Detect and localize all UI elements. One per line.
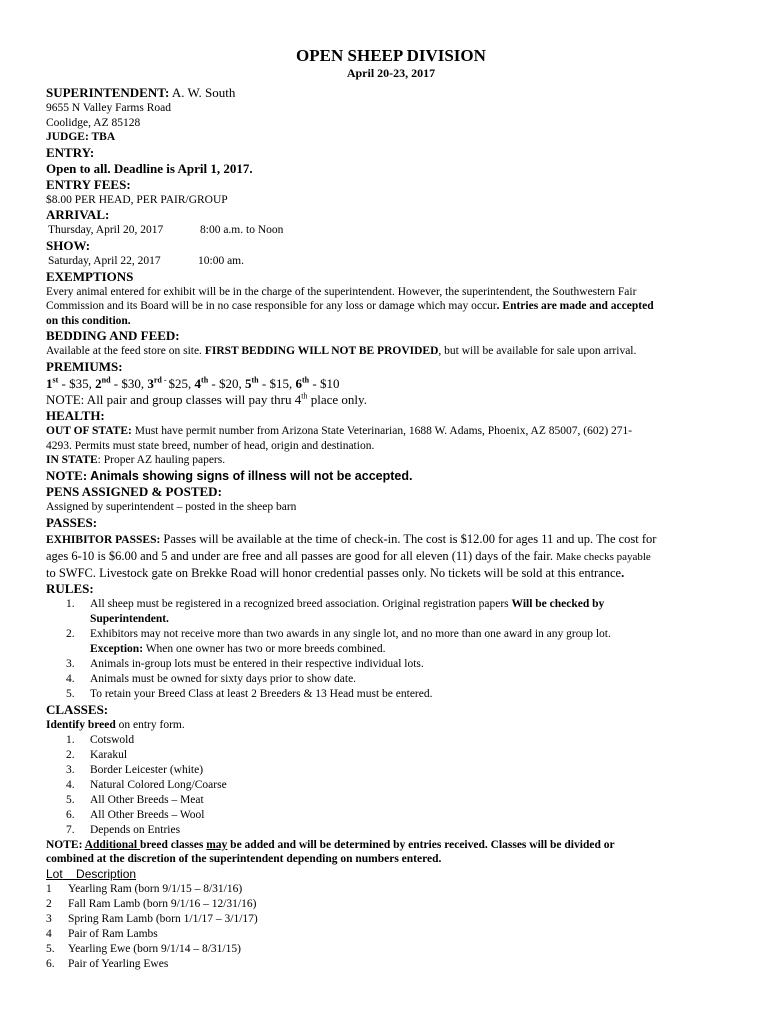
- premium-4-place: 4: [194, 375, 202, 391]
- class-text: Depends on Entries: [90, 823, 181, 836]
- rule-bold: Will be checked by: [511, 597, 605, 610]
- class-text: Natural Colored Long/Coarse: [90, 778, 227, 791]
- bedding-pre: Available at the feed store on site.: [46, 345, 205, 358]
- entry-heading: ENTRY:: [46, 144, 95, 160]
- health-note: [46, 468, 736, 485]
- health-out-text1: Must have permit number from Arizona State Veterinarian, 1688 W. Adams, Phoenix, AZ 85007, (602) 271-: [131, 424, 633, 437]
- arrival-time: 8:00 a.m. to Noon: [200, 224, 284, 237]
- class-number: 6.: [66, 808, 75, 821]
- lot-header-lot: Lot: [46, 866, 63, 881]
- rule-exception-label: Exception:: [90, 642, 144, 655]
- show-time: 10:00 am.: [198, 254, 244, 267]
- rule-text: To retain your Breed Class at least 2 Breeders & 13 Head must be entered.: [90, 687, 433, 700]
- lot-row: [46, 912, 736, 927]
- premiums-note: [46, 392, 736, 408]
- exemptions-heading: EXEMPTIONS: [46, 268, 134, 284]
- passes-line3-bold: .: [621, 565, 625, 580]
- lot-description: Yearling Ewe (born 9/1/14 – 8/31/15): [68, 942, 241, 955]
- premiums-note-post: place only.: [307, 391, 367, 407]
- lot-row: [46, 927, 736, 942]
- lot-description: Pair of Yearling Ewes: [68, 957, 169, 970]
- class-text: All Other Breeds – Meat: [90, 793, 204, 806]
- lot-row: [46, 942, 736, 957]
- exemptions-line2: [46, 299, 736, 314]
- premiums-heading: PREMIUMS:: [46, 358, 123, 374]
- bedding-post: , but will be available for sale upon arrival.: [438, 345, 637, 358]
- rule-number: 2.: [66, 627, 75, 640]
- rules-list: [46, 597, 736, 702]
- exemptions-line2-text: Commission and its Board will be in no case responsible for any loss or damage which may occur: [46, 300, 497, 313]
- passes-label: EXHIBITOR PASSES:: [46, 533, 161, 546]
- lot-number: 1: [46, 882, 52, 895]
- lot-row: [46, 957, 736, 972]
- premium-3-place: 3: [147, 375, 154, 391]
- classes-list: [46, 733, 736, 838]
- show-heading: SHOW:: [46, 237, 91, 253]
- superintendent-line: [46, 85, 736, 101]
- health-in-label: IN STATE: [46, 454, 98, 467]
- premium-3-sup: rd -: [153, 375, 169, 385]
- rule-item: [46, 672, 736, 687]
- health-heading: HEALTH:: [46, 407, 105, 423]
- rule-number: 5.: [66, 687, 75, 700]
- classes-note-rest: be added and will be determined by entries received. Classes will be divided or: [227, 838, 615, 851]
- lot-description: Spring Ram Lamb (born 1/1/17 – 3/1/17): [68, 912, 258, 925]
- health-note-text: Animals showing signs of illness will not be accepted.: [87, 468, 413, 483]
- classes-note-line1: [46, 838, 736, 853]
- passes-line2: [46, 548, 736, 565]
- premium-5-sup: th: [251, 375, 259, 385]
- passes-line3-text: to SWFC. Livestock gate on Brekke Road will honor credential passes only. No tickets will be sold at this entrance: [46, 565, 622, 580]
- class-text: Karakul: [90, 748, 128, 761]
- classes-identify: [46, 718, 736, 733]
- pens-text: Assigned by superintendent – posted in the sheep barn: [46, 501, 297, 514]
- class-text: All Other Breeds – Wool: [90, 808, 205, 821]
- classes-heading: CLASSES:: [46, 701, 109, 717]
- entry-fees-text: $8.00 PER HEAD, PER PAIR/GROUP: [46, 193, 228, 206]
- class-text: Cotswold: [90, 733, 135, 746]
- premium-2-sup: nd: [101, 375, 111, 385]
- premium-4-value: - $20,: [208, 375, 246, 391]
- premium-1-place: 1: [46, 375, 53, 391]
- rule-item-continuation: [46, 642, 736, 657]
- class-number: 5.: [66, 793, 75, 806]
- lot-description: Yearling Ram (born 9/1/15 – 8/31/16): [68, 882, 243, 895]
- rule-item-continuation: Superintendent.: [90, 612, 169, 625]
- class-number: 2.: [66, 748, 75, 761]
- premiums-note-text: NOTE: All pair and group classes will pay thru 4: [46, 391, 302, 407]
- lot-number: 5.: [46, 942, 55, 955]
- passes-line2-small: Make checks payable: [556, 550, 651, 563]
- class-item: [46, 808, 736, 823]
- rule-number: 4.: [66, 672, 75, 685]
- arrival-line: [46, 223, 736, 238]
- show-line: [46, 254, 736, 269]
- health-note-label: NOTE:: [46, 467, 88, 483]
- premium-1-sup: st: [52, 375, 59, 385]
- premium-5-place: 5: [245, 375, 252, 391]
- lot-description: Fall Ram Lamb (born 9/1/16 – 12/31/16): [68, 897, 257, 910]
- rule-text: Animals must be owned for sixty days prior to show date.: [90, 672, 357, 685]
- passes-line1: [46, 531, 736, 548]
- class-number: 3.: [66, 763, 75, 776]
- lot-header: [46, 867, 736, 882]
- superintendent-address1: 9655 N Valley Farms Road: [46, 102, 172, 114]
- superintendent-address2: Coolidge, AZ 85128: [46, 116, 141, 129]
- class-item: [46, 733, 736, 748]
- passes-line2-text: ages 6-10 is $6.00 and 5 and under are free and all passes are good for all eleven (11) days of the fair.: [46, 548, 557, 563]
- rule-item: [46, 657, 736, 672]
- rules-heading: RULES:: [46, 580, 94, 596]
- premiums-line: [46, 375, 736, 392]
- superintendent-label: SUPERINTENDENT:: [46, 85, 170, 100]
- rule-number: 1.: [66, 597, 75, 610]
- rule-text: All sheep must be registered in a recognized breed association. Original registration papers: [90, 597, 512, 610]
- lot-description: Pair of Ram Lambs: [68, 927, 158, 940]
- pens-heading: PENS ASSIGNED & POSTED:: [46, 484, 222, 500]
- class-item: [46, 823, 736, 838]
- health-in-line: [46, 453, 736, 468]
- page-title: OPEN SHEEP DIVISION: [296, 46, 486, 65]
- premium-2-value: - $30,: [110, 375, 148, 391]
- rule-text: Animals in-group lots must be entered in their respective individual lots.: [90, 657, 424, 670]
- class-number: 4.: [66, 778, 75, 791]
- health-out-line2: 4293. Permits must state breed, number of head, origin and destination.: [46, 439, 375, 452]
- class-item: [46, 793, 736, 808]
- lot-row: [46, 882, 736, 897]
- class-item: [46, 748, 736, 763]
- classes-identify-text: on entry form.: [115, 718, 185, 731]
- classes-note-line2: combined at the discretion of the superintendent depending on numbers entered.: [46, 853, 442, 866]
- superintendent-name: A. W. South: [171, 85, 236, 100]
- premium-6-value: - $10: [309, 375, 340, 391]
- classes-note-may: may: [206, 838, 228, 851]
- rule-item: [46, 627, 736, 642]
- premium-5-value: - $15,: [258, 375, 296, 391]
- premium-4-sup: th: [201, 375, 209, 385]
- exemptions-line1: Every animal entered for exhibit will be in the charge of the superintendent. However, the superintendent, the Southwestern Fair: [46, 285, 637, 298]
- class-item: [46, 778, 736, 793]
- premium-6-sup: th: [301, 375, 310, 385]
- premium-1-value: - $35,: [58, 375, 96, 391]
- classes-identify-bold: Identify breed: [46, 718, 116, 731]
- exemptions-line3: on this condition.: [46, 314, 131, 327]
- entry-fees-heading: ENTRY FEES:: [46, 176, 131, 192]
- class-number: 7.: [66, 823, 75, 836]
- classes-note-breed: breed classes: [139, 838, 207, 851]
- page-dates: April 20-23, 2017: [346, 66, 436, 80]
- exemptions-line2-bold: . Entries are made and accepted: [496, 300, 654, 313]
- show-date: Saturday, April 22, 2017: [48, 254, 161, 267]
- lot-number: 2: [46, 897, 52, 910]
- class-item: [46, 763, 736, 778]
- lot-number: 6.: [46, 957, 55, 970]
- class-text: Border Leicester (white): [90, 763, 204, 776]
- health-out-label: OUT OF STATE:: [46, 424, 132, 437]
- passes-line1-text: Passes will be available at the time of check-in. The cost is $12.00 for ages 11 and up. The cost for: [160, 531, 657, 546]
- rule-item: [46, 687, 736, 702]
- document-page: [46, 46, 736, 972]
- bedding-bold: FIRST BEDDING WILL NOT BE PROVIDED: [204, 345, 439, 358]
- premiums-note-sup: th: [301, 391, 308, 401]
- classes-note-additional: Additional: [84, 838, 140, 851]
- lots-list: [46, 882, 736, 972]
- arrival-date: Thursday, April 20, 2017: [48, 224, 164, 237]
- lot-number: 3: [46, 912, 52, 925]
- rule-text: Exhibitors may not receive more than two awards in any single lot, and no more than one award in any group lot.: [90, 627, 611, 640]
- rule-number: 3.: [66, 657, 75, 670]
- premium-3-value: $25,: [168, 375, 195, 391]
- health-in-text: : Proper AZ hauling papers.: [97, 454, 226, 467]
- passes-heading: PASSES:: [46, 514, 98, 530]
- entry-text: Open to all. Deadline is April 1, 2017.: [46, 160, 253, 176]
- lot-row: [46, 897, 736, 912]
- class-number: 1.: [66, 733, 75, 746]
- lot-header-description: Description: [76, 866, 137, 881]
- passes-line3: [46, 565, 736, 581]
- rule-item: [46, 597, 736, 612]
- premium-2-place: 2: [95, 375, 102, 391]
- judge-line: JUDGE: TBA: [46, 131, 116, 144]
- health-out-line1: [46, 424, 736, 439]
- bedding-heading: BEDDING AND FEED:: [46, 328, 180, 344]
- classes-note-label: NOTE:: [46, 838, 85, 851]
- lot-number: 4: [46, 927, 52, 940]
- arrival-heading: ARRIVAL:: [46, 207, 110, 223]
- premium-6-place: 6: [295, 375, 302, 391]
- bedding-line: [46, 344, 736, 359]
- rule-exception-text: When one owner has two or more breeds combined.: [143, 642, 386, 655]
